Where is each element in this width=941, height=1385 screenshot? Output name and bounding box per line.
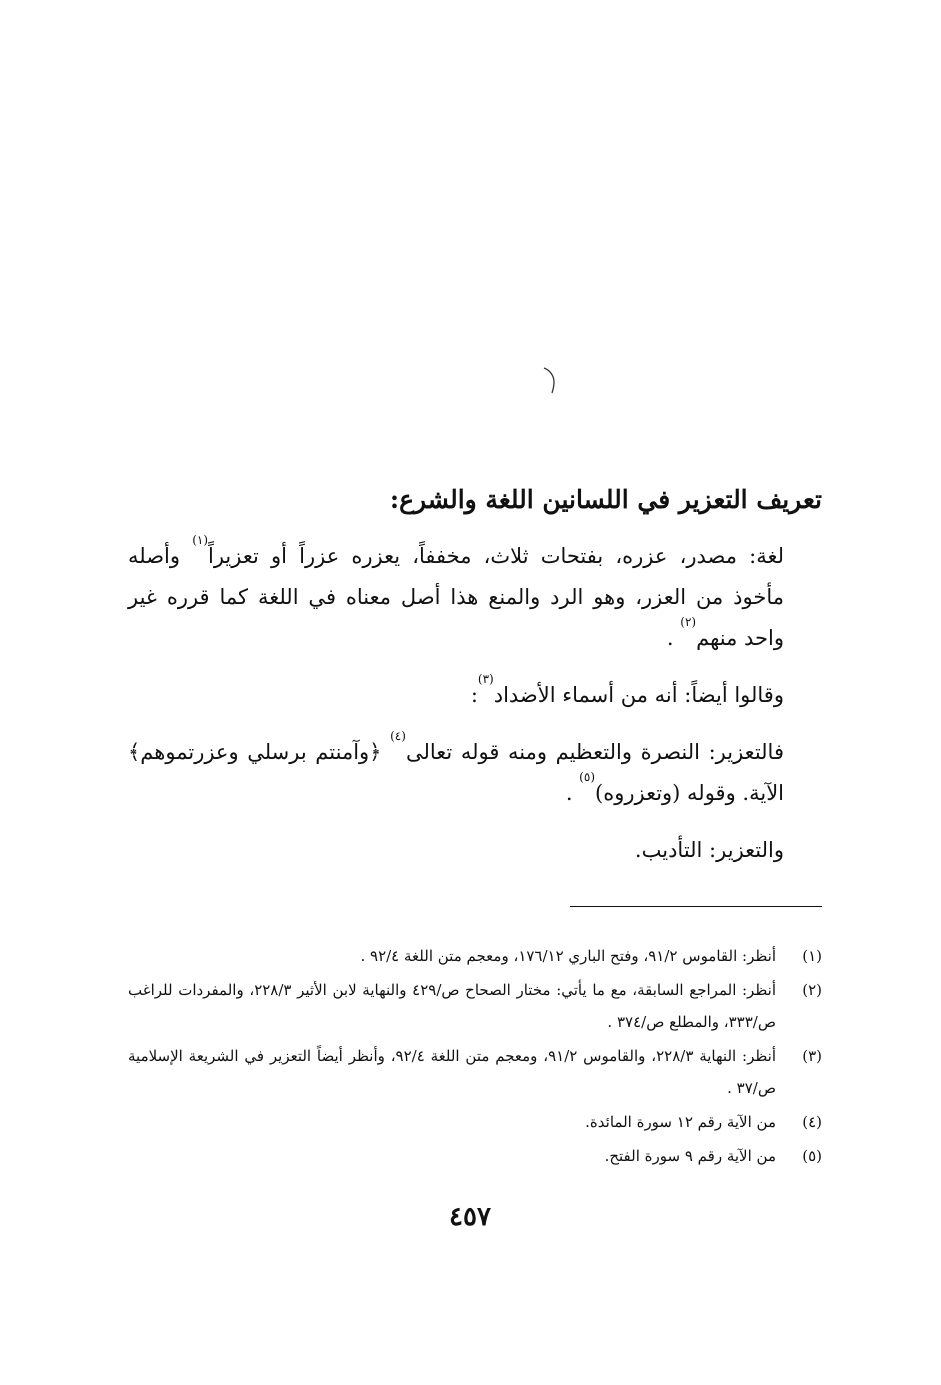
- footnote-text: من الآية رقم ٩ سورة الفتح.: [604, 1147, 776, 1165]
- paragraph-opposites: وقالوا أيضاً: أنه من أسماء الأضداد$^{(٣)}$:: [470, 672, 784, 707]
- footnote-ref-5[interactable]: (٥): [579, 770, 595, 784]
- paragraph-discipline-meaning: والتعزير: التأديب.: [634, 838, 784, 862]
- main-text: [128, 478, 822, 887]
- footnote-number: (١): [802, 947, 822, 965]
- footnote-separator: [570, 906, 822, 907]
- footnote-ref-1[interactable]: (١): [192, 533, 209, 547]
- footnote-text: أنظر: النهاية ٢٢٨/٣، والقاموس ٩١/٢، ومعجم متن اللغة ٩٢/٤، وأنظر أيضاً التعزير في الشريعة الإسلامية ص/٣٧ .: [128, 1047, 776, 1097]
- paragraph-support-meaning: فالتعزير: النصرة والتعظيم ومنه قوله تعالى$^{(٤)}$ ﴿وآمنتم برسلي وعزرتموهم﴾ الآية. وقوله (وتعزروه)$^{(٥)}$ .: [128, 729, 784, 805]
- paragraph-linguistic-definition: لغة: مصدر، عزره، بفتحات ثلاث، مخففاً، يعزره عزراً أو تعزيراً$^{(١)}$ وأصله مأخوذ من العزر، وهو الرد والمنع هذا أصل معناه في اللغة كما قرره غير واحد منهم$^{(٢)}$ .: [128, 533, 784, 650]
- footnote-item: [128, 1106, 822, 1138]
- footnote-item: [128, 974, 822, 1038]
- footnote-number: (٢): [802, 981, 822, 999]
- footnote-ref-2[interactable]: (٢): [680, 615, 697, 629]
- footnote-number: (٤): [802, 1113, 822, 1131]
- page-number: ٤٥٧: [449, 1202, 491, 1232]
- footnote-text: من الآية رقم ١٢ سورة المائدة.: [585, 1113, 776, 1131]
- footnote-number: (٥): [802, 1147, 822, 1165]
- footnote-ref-4[interactable]: (٤): [390, 729, 406, 743]
- footnote-item: [128, 1140, 822, 1172]
- footnotes: [128, 940, 822, 1174]
- footnote-text: أنظر: القاموس ٩١/٢، وفتح الباري ١٧٦/١٢، ومعجم متن اللغة ٩٢/٤ .: [360, 947, 776, 965]
- section-heading: تعريف التعزير في اللسانين اللغة والشرع:: [389, 485, 822, 514]
- footnote-item: [128, 1040, 822, 1104]
- stray-ink-mark: [541, 366, 561, 394]
- footnote-text: أنظر: المراجع السابقة، مع ما يأتي: مختار الصحاح ص/٤٢٩ والنهاية لابن الأثير ٢٢٨/٣، والمفردات للراغب ص/٣٣٣، والمطلع ص/٣٧٤ .: [128, 981, 776, 1031]
- footnote-item: [128, 940, 822, 972]
- footnote-number: (٣): [802, 1047, 822, 1065]
- footnote-ref-3[interactable]: (٣): [477, 672, 494, 686]
